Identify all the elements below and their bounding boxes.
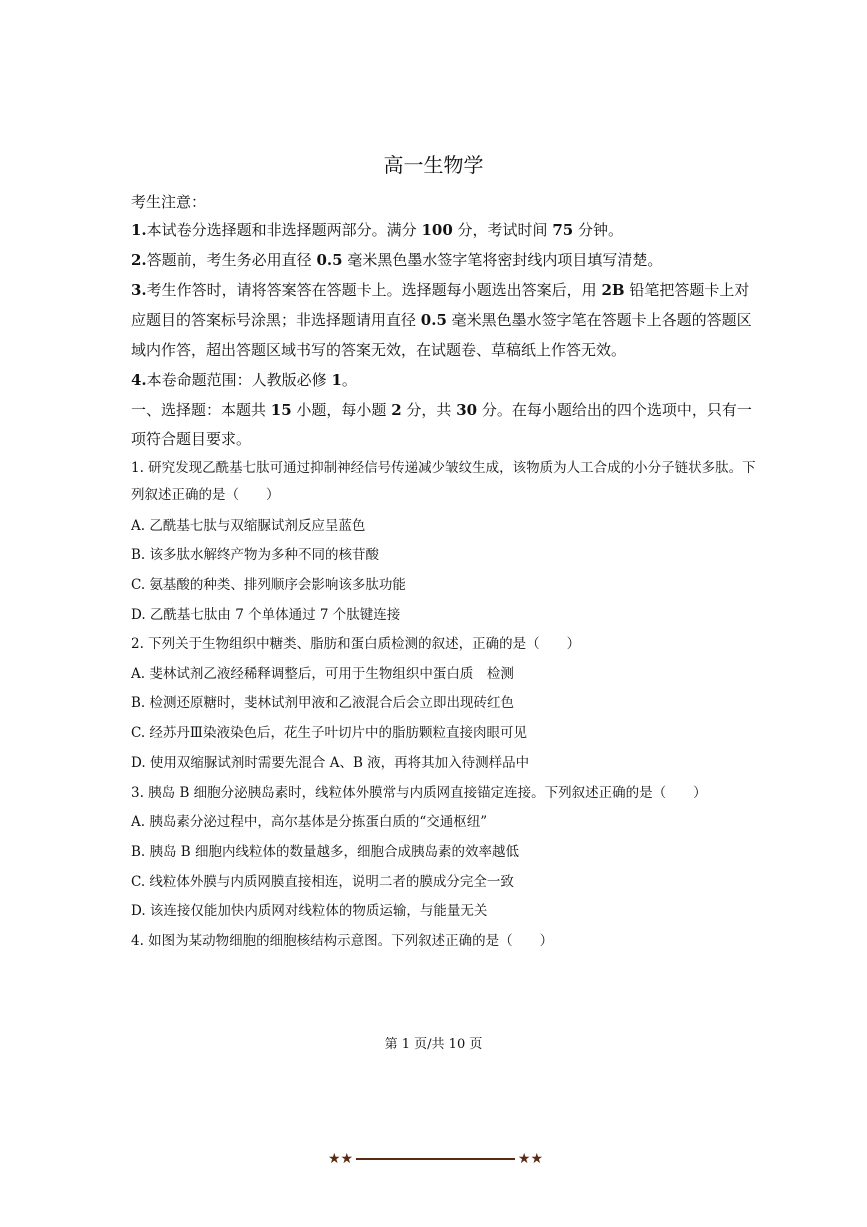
notice-text: 本卷命题范围：人教版必修: [146, 371, 332, 389]
question-2-option-b: B. 检测还原糖时，斐林试剂甲液和乙液混合后会立即出现砖红色: [131, 695, 515, 711]
section-heading-line-1: [131, 399, 752, 421]
notice-text: 本试卷分选择题和非选择题两部分。满分: [146, 221, 422, 239]
notice-item-4: [131, 369, 357, 391]
question-4-stem: 4. 如图为某动物细胞的细胞核结构示意图。下列叙述正确的是（ ）: [131, 933, 554, 949]
notice-item-3-line-3: [131, 339, 626, 361]
divider-line: [356, 1158, 515, 1160]
notice-num: 3.: [131, 281, 147, 299]
section-value: 15: [270, 401, 292, 419]
decorative-divider: [328, 1150, 543, 1168]
question-2-stem: 2. 下列关于生物组织中糖类、脂肪和蛋白质检测的叙述，正确的是（ ）: [131, 636, 581, 652]
section-text: 小题，每小题: [291, 401, 392, 419]
notice-num: 2.: [131, 251, 147, 269]
notice-item-3-line-1: [131, 279, 749, 301]
section-text: 分。在每小题给出的四个选项中，只有一: [477, 401, 752, 419]
notice-text: 考生作答时，请将答案答在答题卡上。选择题每小题选出答案后，用: [146, 281, 602, 299]
notice-value: 0.5: [316, 251, 343, 269]
question-1-option-a: A. 乙酰基七肽与双缩脲试剂反应呈蓝色: [131, 518, 366, 534]
notice-item-1: [131, 219, 623, 241]
notice-value: 1: [331, 371, 342, 389]
section-value: 30: [456, 401, 478, 419]
question-3-option-a: A. 胰岛素分泌过程中，高尔基体是分拣蛋白质的“交通枢纽”: [131, 814, 488, 830]
notice-text: 分钟。: [573, 221, 623, 239]
section-text: 一、选择题：本题共: [131, 401, 271, 419]
star-icon: ★★: [517, 1151, 543, 1167]
star-icon: ★★: [328, 1151, 354, 1167]
notice-text: 答题前，考生务必用直径: [146, 251, 317, 269]
section-value: 2: [391, 401, 402, 419]
notice-item-2: [131, 249, 662, 271]
notice-num: 4.: [131, 371, 147, 389]
notice-value: 2B: [601, 281, 625, 299]
section-text: 分，共: [401, 401, 457, 419]
question-2-option-d: D. 使用双缩脲试剂时需要先混合 A、B 液，再将其加入待测样品中: [131, 755, 530, 771]
question-3-option-b: B. 胰岛 B 细胞内线粒体的数量越多，细胞合成胰岛素的效率越低: [131, 844, 520, 860]
question-1-option-c: C. 氨基酸的种类、排列顺序会影响该多肽功能: [131, 577, 406, 593]
question-3-stem: 3. 胰岛 B 细胞分泌胰岛素时，线粒体外膜常与内质网直接锚定连接。下列叙述正确的是（ ）: [131, 785, 707, 801]
notice-text: 应题目的答案标号涂黑；非选择题请用直径: [131, 311, 421, 329]
notice-heading: 考生注意：: [131, 193, 207, 211]
notice-value: 75: [552, 221, 574, 239]
question-2-option-a: A. 斐林试剂乙液经稀释调整后，可用于生物组织中蛋白质 检测: [131, 666, 514, 682]
notice-num: 1.: [131, 221, 147, 239]
question-1-stem: 1. 研究发现乙酰基七肽可通过抑制神经信号传递减少皱纹生成，该物质为人工合成的小分子链状多肽。下: [131, 460, 756, 476]
notice-text: 域内作答，超出答题区域书写的答案无效，在试题卷、草稿纸上作答无效。: [131, 341, 627, 359]
notice-value: 0.5: [420, 311, 447, 329]
notice-text: 毫米黑色墨水签字笔在答题卡上各题的答题区: [446, 311, 752, 329]
question-3-option-c: C. 线粒体外膜与内质网膜直接相连，说明二者的膜成分完全一致: [131, 874, 514, 890]
notice-text: 铅笔把答题卡上对: [624, 281, 750, 299]
notice-value: 100: [421, 221, 453, 239]
page-title: 高一生物学: [383, 153, 484, 177]
notice-text: 。: [341, 371, 357, 389]
question-1-option-b: B. 该多肽水解终产物为多种不同的核苷酸: [131, 547, 380, 563]
notice-text: 分，考试时间: [452, 221, 553, 239]
question-2-option-c: C. 经苏丹Ⅲ染液染色后，花生子叶切片中的脂肪颗粒直接肉眼可见: [131, 725, 527, 741]
notice-text: 毫米黑色墨水签字笔将密封线内项目填写清楚。: [342, 251, 663, 269]
notice-item-3-line-2: [131, 309, 752, 331]
question-1-option-d: D. 乙酰基七肽由 7 个单体通过 7 个肽键连接: [131, 607, 401, 623]
question-1-stem: 列叙述正确的是（ ）: [131, 487, 280, 503]
page-number: 第 1 页/共 10 页: [384, 1037, 483, 1052]
section-heading-line-2: 项符合题目要求。: [131, 430, 252, 448]
question-3-option-d: D. 该连接仅能加快内质网对线粒体的物质运输，与能量无关: [131, 903, 488, 919]
